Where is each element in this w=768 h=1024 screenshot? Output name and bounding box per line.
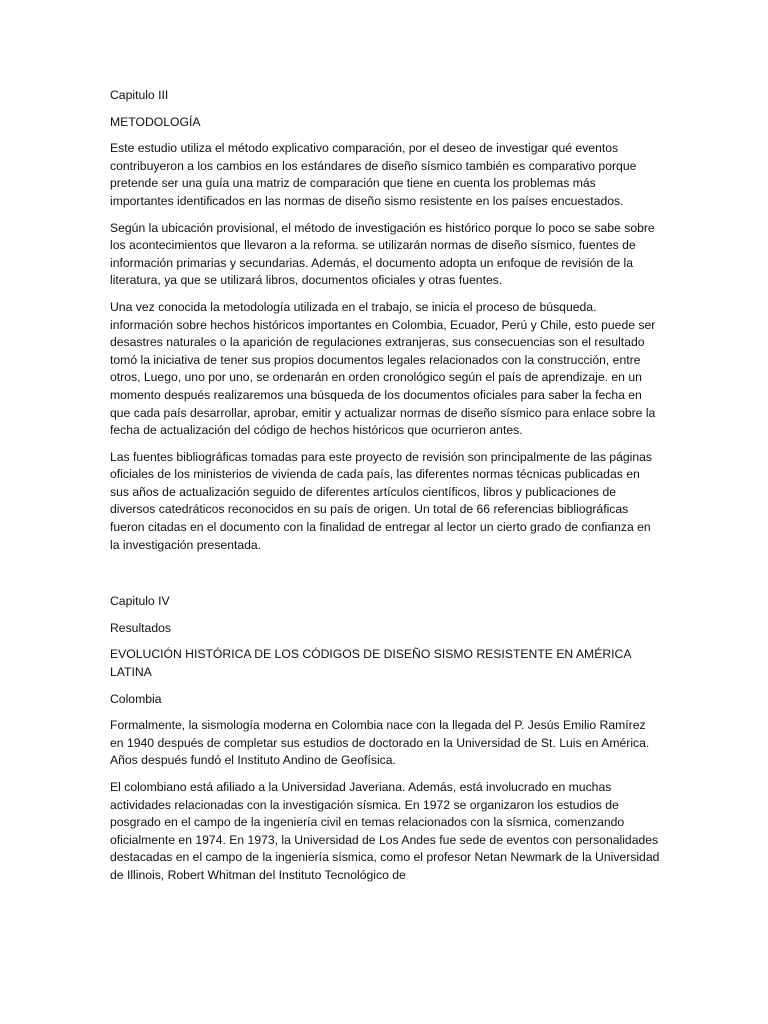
chapter-3-paragraph-2: Según la ubicación provisional, el método de investigación es histórico porque lo poco se sabe sobre los acontecimientos que llevaron a la reforma. se utilizarán normas de diseño sísmico, fuentes de información primarias y secundarias. Además, el documento adopta un enfoque de revisión de la literatura, ya que se utilizará libros, documentos oficiales y otras fuentes.: [110, 220, 655, 288]
chapter-3-paragraph-4: Las fuentes bibliográficas tomadas para este proyecto de revisión son principalmente de las páginas oficiales de los ministerios de vivienda de cada país, las diferentes normas técnicas publicadas en sus años de actualización seguido de diferentes artículos científicos, libros y publicaciones de diversos catedráticos reconocidos en su país de origen. Un total de 66 referencias bibliográficas fueron citadas en el documento con la finalidad de entregar al lector un cierto grado de confianza en la investigación presentada.: [110, 449, 652, 552]
country-heading: Colombia: [110, 691, 162, 706]
chapter-3-title: Capitulo III: [110, 88, 169, 102]
chapter-4-subtitle: Resultados: [110, 620, 171, 635]
chapter-4-paragraph-1: Formalmente, la sismología moderna en Colombia nace con la llegada del P. Jesús Emilio Ramírez en 1940 después de completar sus estudios de doctorado en la Universidad de St. Luis en América. Años después fundó el Instituto Andino de Geofísica.: [110, 718, 650, 768]
chapter-4-title: Capitulo IV: [110, 594, 170, 609]
chapter-4-paragraph-2: El colombiano está afiliado a la Universidad Javeriana. Además, está involucrado en muchas actividades relacionadas con la investigación sísmica. En 1972 se organizaron los estudios de posgrado en el campo de la ingeniería civil en temas relacionados con la sísmica, comenzando oficialmente en 1974. En 1973, la Universidad de Los Andes fue sede de eventos con personalidades destacadas en el campo de la ingeniería sísmica, como el profesor Netan Newmark de la Universidad de Illinois, Robert Whitman del Instituto Tecnológico de: [110, 780, 660, 882]
chapter-3-subtitle: METODOLOGÍA: [110, 114, 201, 129]
section-title: EVOLUCIÓN HISTÓRICA DE LOS CÓDIGOS DE DISEÑO SISMO RESISTENTE EN AMÉRICA LATINA: [110, 647, 631, 680]
chapter-3-paragraph-1: Este estudio utiliza el método explicativo comparación, por el deseo de investigar qué eventos contribuyeron a los cambios en los estándares de diseño sísmico también es comparativo porque pretende ser una guía una matriz de comparación que tiene en cuenta los problemas más importantes identificados en las normas de diseño sismo resistente en los países encuestados.: [110, 141, 637, 208]
section-spacer: [110, 563, 660, 593]
chapter-3-paragraph-3: Una vez conocida la metodología utilizada en el trabajo, se inicia el proceso de búsqueda. información sobre hechos históricos importantes en Colombia, Ecuador, Perú y Chile, esto puede ser desastres naturales o la aparición de regulaciones extranjeras, sus consecuencias son el resultado tomó la iniciativa de tener sus propios documentos legales relacionados con la construcción, entre otros, Luego, uno por uno, se ordenarán en orden cronológico según el país de aprendizaje. en un momento después realizaremos una búsqueda de los documentos oficiales para saber la fecha en que cada país desarrollar, aprobar, emitir y actualizar normas de diseño sísmico para enlace sobre la fecha de actualización del código de hechos históricos que ocurrieron antes.: [110, 299, 656, 438]
